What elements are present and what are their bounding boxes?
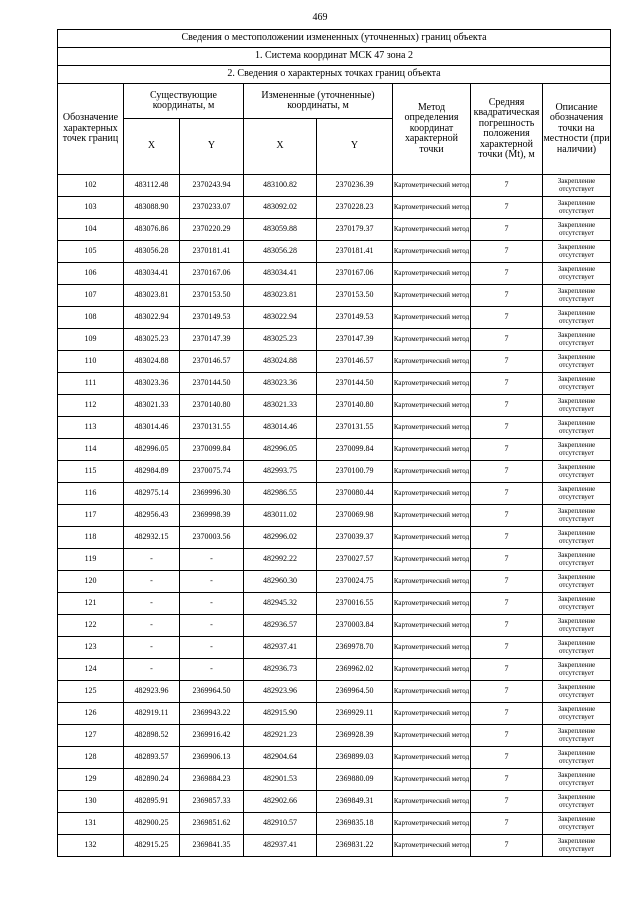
changed-y-cell: 2369899.03 [317,747,393,769]
existing-y-cell: - [180,571,244,593]
table-row [58,505,611,527]
existing-x-cell: 483021.33 [124,395,180,417]
description-cell: Закрепление отсутствует [543,285,611,307]
table-row [58,703,611,725]
existing-y-cell: - [180,593,244,615]
existing-x-cell: - [124,615,180,637]
changed-x-cell: 483056.28 [244,241,317,263]
table-row [58,593,611,615]
existing-y-cell: 2370167.06 [180,263,244,285]
existing-x-cell: 483023.81 [124,285,180,307]
changed-y-cell: 2370003.84 [317,615,393,637]
error-cell: 7 [471,835,543,857]
changed-x-cell: 482902.66 [244,791,317,813]
changed-y-cell: 2369835.18 [317,813,393,835]
description-cell: Закрепление отсутствует [543,439,611,461]
existing-x-cell: 482893.57 [124,747,180,769]
changed-y-cell: 2370144.50 [317,373,393,395]
changed-y-cell: 2369964.50 [317,681,393,703]
changed-x-cell: 483100.82 [244,175,317,197]
changed-y-cell: 2370039.37 [317,527,393,549]
point-number-cell: 114 [58,439,124,461]
point-number-cell: 107 [58,285,124,307]
changed-x-cell: 482915.90 [244,703,317,725]
coordinate-system-title: 1. Система координат МСК 47 зона 2 [58,48,611,66]
table-row [58,725,611,747]
changed-x-cell: 483014.46 [244,417,317,439]
changed-y-cell: 2369849.31 [317,791,393,813]
description-cell: Закрепление отсутствует [543,351,611,373]
point-number-cell: 121 [58,593,124,615]
existing-x-cell: - [124,549,180,571]
point-number-cell: 109 [58,329,124,351]
description-cell: Закрепление отсутствует [543,461,611,483]
changed-x-cell: 483023.36 [244,373,317,395]
point-number-cell: 117 [58,505,124,527]
error-cell: 7 [471,307,543,329]
method-cell: Картометрический метод [393,813,471,835]
existing-y-cell: 2370140.80 [180,395,244,417]
description-cell: Закрепление отсутствует [543,835,611,857]
existing-x-cell: 483112.48 [124,175,180,197]
table-row [58,373,611,395]
changed-x-cell: 483025.23 [244,329,317,351]
existing-x-cell: 482900.25 [124,813,180,835]
description-cell: Закрепление отсутствует [543,747,611,769]
changed-x-cell: 482996.05 [244,439,317,461]
changed-y-cell: 2370131.55 [317,417,393,439]
point-number-cell: 119 [58,549,124,571]
changed-x-cell: 482986.55 [244,483,317,505]
existing-x-cell: 483025.23 [124,329,180,351]
existing-y-cell: 2369906.13 [180,747,244,769]
error-cell: 7 [471,439,543,461]
table-row [58,285,611,307]
existing-y-cell: 2369851.62 [180,813,244,835]
changed-y-cell: 2370027.57 [317,549,393,571]
table-row [58,549,611,571]
table-row [58,197,611,219]
error-cell: 7 [471,527,543,549]
point-number-cell: 123 [58,637,124,659]
page-number: 469 [312,12,328,23]
changed-y-cell: 2370236.39 [317,175,393,197]
existing-x-cell: - [124,637,180,659]
error-cell: 7 [471,813,543,835]
changed-x-cell: 482960.30 [244,571,317,593]
points-section-title: 2. Сведения о характерных точках границ объекта [58,66,611,84]
changed-y-cell: 2370140.80 [317,395,393,417]
table-row [58,417,611,439]
table-row [58,835,611,857]
method-cell: Картометрический метод [393,549,471,571]
method-cell: Картометрический метод [393,263,471,285]
description-cell: Закрепление отсутствует [543,659,611,681]
method-cell: Картометрический метод [393,329,471,351]
existing-x-cell: 482919.11 [124,703,180,725]
header-changed-y: Y [317,119,393,175]
error-cell: 7 [471,395,543,417]
existing-x-cell: 483014.46 [124,417,180,439]
changed-x-cell: 482992.22 [244,549,317,571]
method-cell: Картометрический метод [393,527,471,549]
table-row [58,263,611,285]
point-number-cell: 122 [58,615,124,637]
existing-x-cell: 483088.90 [124,197,180,219]
table-row [58,813,611,835]
error-cell: 7 [471,197,543,219]
error-cell: 7 [471,263,543,285]
description-cell: Закрепление отсутствует [543,241,611,263]
changed-x-cell: 482904.64 [244,747,317,769]
changed-x-cell: 482921.23 [244,725,317,747]
changed-y-cell: 2370024.75 [317,571,393,593]
error-cell: 7 [471,725,543,747]
method-cell: Картометрический метод [393,769,471,791]
description-cell: Закрепление отсутствует [543,483,611,505]
description-cell: Закрепление отсутствует [543,813,611,835]
existing-x-cell: 483056.28 [124,241,180,263]
table-body [58,175,611,857]
method-cell: Картометрический метод [393,615,471,637]
changed-y-cell: 2370179.37 [317,219,393,241]
method-cell: Картометрический метод [393,307,471,329]
method-cell: Картометрический метод [393,681,471,703]
changed-y-cell: 2370153.50 [317,285,393,307]
changed-y-cell: 2370149.53 [317,307,393,329]
description-cell: Закрепление отсутствует [543,681,611,703]
error-cell: 7 [471,219,543,241]
description-cell: Закрепление отсутствует [543,593,611,615]
existing-y-cell: 2369841.35 [180,835,244,857]
changed-y-cell: 2370146.57 [317,351,393,373]
method-cell: Картометрический метод [393,461,471,483]
error-cell: 7 [471,659,543,681]
description-cell: Закрепление отсутствует [543,549,611,571]
changed-x-cell: 482945.32 [244,593,317,615]
table-row [58,791,611,813]
existing-y-cell: 2370153.50 [180,285,244,307]
changed-x-cell: 482937.41 [244,835,317,857]
changed-x-cell: 483023.81 [244,285,317,307]
changed-y-cell: 2370228.23 [317,197,393,219]
table-title: Сведения о местоположении измененных (уточненных) границ объекта [58,30,611,48]
existing-y-cell: 2370099.84 [180,439,244,461]
existing-y-cell: 2369998.39 [180,505,244,527]
point-number-cell: 108 [58,307,124,329]
existing-y-cell: 2370181.41 [180,241,244,263]
point-number-cell: 104 [58,219,124,241]
error-cell: 7 [471,175,543,197]
description-cell: Закрепление отсутствует [543,219,611,241]
method-cell: Картометрический метод [393,703,471,725]
error-cell: 7 [471,483,543,505]
changed-y-cell: 2370147.39 [317,329,393,351]
description-cell: Закрепление отсутствует [543,527,611,549]
changed-y-cell: 2370069.98 [317,505,393,527]
changed-y-cell: 2369929.11 [317,703,393,725]
point-number-cell: 103 [58,197,124,219]
changed-y-cell: 2369880.09 [317,769,393,791]
existing-y-cell: 2369943.22 [180,703,244,725]
method-cell: Картометрический метод [393,747,471,769]
existing-x-cell: - [124,571,180,593]
description-cell: Закрепление отсутствует [543,417,611,439]
table-row [58,615,611,637]
changed-x-cell: 482923.96 [244,681,317,703]
method-cell: Картометрический метод [393,197,471,219]
description-cell: Закрепление отсутствует [543,373,611,395]
point-number-cell: 105 [58,241,124,263]
existing-y-cell: 2370233.07 [180,197,244,219]
table-row [58,307,611,329]
changed-x-cell: 482996.02 [244,527,317,549]
changed-x-cell: 482993.75 [244,461,317,483]
changed-x-cell: 483024.88 [244,351,317,373]
error-cell: 7 [471,285,543,307]
existing-y-cell: 2370075.74 [180,461,244,483]
point-number-cell: 129 [58,769,124,791]
table-row [58,681,611,703]
header-error: Средняя квадратическая погрешность положения характерной точки (Mt), м [471,84,543,175]
changed-y-cell: 2369978.70 [317,637,393,659]
error-cell: 7 [471,593,543,615]
changed-y-cell: 2369962.02 [317,659,393,681]
existing-x-cell: 483023.36 [124,373,180,395]
description-cell: Закрепление отсутствует [543,329,611,351]
description-cell: Закрепление отсутствует [543,175,611,197]
table-row [58,769,611,791]
existing-y-cell: - [180,659,244,681]
existing-y-cell: 2369857.33 [180,791,244,813]
changed-y-cell: 2370099.84 [317,439,393,461]
method-cell: Картометрический метод [393,835,471,857]
method-cell: Картометрический метод [393,175,471,197]
point-number-cell: 130 [58,791,124,813]
changed-x-cell: 483059.88 [244,219,317,241]
table-row [58,329,611,351]
existing-x-cell: 482895.91 [124,791,180,813]
existing-x-cell: 483034.41 [124,263,180,285]
header-description: Описание обозначения точки на местности (при наличии) [543,84,611,175]
method-cell: Картометрический метод [393,219,471,241]
changed-x-cell: 483092.02 [244,197,317,219]
error-cell: 7 [471,417,543,439]
description-cell: Закрепление отсутствует [543,197,611,219]
existing-y-cell: 2370144.50 [180,373,244,395]
existing-x-cell: 483022.94 [124,307,180,329]
existing-y-cell: 2370147.39 [180,329,244,351]
table-row [58,241,611,263]
table-row [58,219,611,241]
existing-x-cell: 482996.05 [124,439,180,461]
existing-x-cell: 482898.52 [124,725,180,747]
method-cell: Картометрический метод [393,285,471,307]
existing-x-cell: 482975.14 [124,483,180,505]
point-number-cell: 131 [58,813,124,835]
table-row [58,571,611,593]
point-number-cell: 124 [58,659,124,681]
changed-x-cell: 482936.73 [244,659,317,681]
method-cell: Картометрический метод [393,439,471,461]
existing-y-cell: - [180,615,244,637]
method-cell: Картометрический метод [393,659,471,681]
table-row [58,637,611,659]
changed-x-cell: 482901.53 [244,769,317,791]
existing-x-cell: 482915.25 [124,835,180,857]
existing-x-cell: - [124,659,180,681]
error-cell: 7 [471,791,543,813]
changed-y-cell: 2370080.44 [317,483,393,505]
header-method: Метод определения координат характерной точки [393,84,471,175]
changed-y-cell: 2369831.22 [317,835,393,857]
description-cell: Закрепление отсутствует [543,615,611,637]
table-row [58,747,611,769]
method-cell: Картометрический метод [393,791,471,813]
existing-x-cell: 483076.86 [124,219,180,241]
table-row [58,175,611,197]
existing-y-cell: 2369964.50 [180,681,244,703]
header-existing-y: Y [180,119,244,175]
header-existing-x: X [124,119,180,175]
table-row [58,395,611,417]
boundary-points-table [57,29,611,857]
existing-y-cell: 2370243.94 [180,175,244,197]
description-cell: Закрепление отсутствует [543,395,611,417]
existing-x-cell: 482956.43 [124,505,180,527]
method-cell: Картометрический метод [393,241,471,263]
changed-x-cell: 482937.41 [244,637,317,659]
method-cell: Картометрический метод [393,571,471,593]
method-cell: Картометрический метод [393,483,471,505]
header-existing-coords: Существующие координаты, м [124,84,244,119]
table-row [58,659,611,681]
point-number-cell: 118 [58,527,124,549]
changed-y-cell: 2370100.79 [317,461,393,483]
point-number-cell: 126 [58,703,124,725]
error-cell: 7 [471,747,543,769]
description-cell: Закрепление отсутствует [543,263,611,285]
existing-x-cell: 482932.15 [124,527,180,549]
header-changed-coords: Измененные (уточненные) координаты, м [244,84,393,119]
header-changed-x: X [244,119,317,175]
existing-y-cell: 2370131.55 [180,417,244,439]
description-cell: Закрепление отсутствует [543,307,611,329]
error-cell: 7 [471,549,543,571]
point-number-cell: 128 [58,747,124,769]
error-cell: 7 [471,769,543,791]
method-cell: Картометрический метод [393,395,471,417]
error-cell: 7 [471,637,543,659]
error-cell: 7 [471,615,543,637]
header-point: Обозначение характерных точек границ [58,84,124,175]
point-number-cell: 115 [58,461,124,483]
table-row [58,483,611,505]
existing-y-cell: - [180,637,244,659]
point-number-cell: 120 [58,571,124,593]
existing-y-cell: 2370003.56 [180,527,244,549]
existing-y-cell: 2369916.42 [180,725,244,747]
point-number-cell: 116 [58,483,124,505]
existing-y-cell: 2370220.29 [180,219,244,241]
point-number-cell: 125 [58,681,124,703]
description-cell: Закрепление отсутствует [543,791,611,813]
method-cell: Картометрический метод [393,417,471,439]
point-number-cell: 111 [58,373,124,395]
changed-x-cell: 483034.41 [244,263,317,285]
description-cell: Закрепление отсутствует [543,571,611,593]
existing-x-cell: 482984.89 [124,461,180,483]
existing-y-cell: 2370146.57 [180,351,244,373]
changed-x-cell: 483022.94 [244,307,317,329]
description-cell: Закрепление отсутствует [543,725,611,747]
changed-x-cell: 483011.02 [244,505,317,527]
point-number-cell: 112 [58,395,124,417]
method-cell: Картометрический метод [393,373,471,395]
point-number-cell: 132 [58,835,124,857]
point-number-cell: 110 [58,351,124,373]
error-cell: 7 [471,351,543,373]
method-cell: Картометрический метод [393,725,471,747]
description-cell: Закрепление отсутствует [543,703,611,725]
method-cell: Картометрический метод [393,593,471,615]
error-cell: 7 [471,241,543,263]
point-number-cell: 113 [58,417,124,439]
existing-y-cell: 2369884.23 [180,769,244,791]
existing-x-cell: - [124,593,180,615]
error-cell: 7 [471,681,543,703]
method-cell: Картометрический метод [393,505,471,527]
changed-y-cell: 2370167.06 [317,263,393,285]
existing-y-cell: 2370149.53 [180,307,244,329]
existing-y-cell: 2369996.30 [180,483,244,505]
point-number-cell: 106 [58,263,124,285]
changed-x-cell: 483021.33 [244,395,317,417]
existing-x-cell: 483024.88 [124,351,180,373]
changed-y-cell: 2369928.39 [317,725,393,747]
method-cell: Картометрический метод [393,351,471,373]
changed-y-cell: 2370016.55 [317,593,393,615]
existing-x-cell: 482890.24 [124,769,180,791]
changed-x-cell: 482910.57 [244,813,317,835]
error-cell: 7 [471,703,543,725]
error-cell: 7 [471,461,543,483]
table-row [58,439,611,461]
method-cell: Картометрический метод [393,637,471,659]
description-cell: Закрепление отсутствует [543,769,611,791]
point-number-cell: 127 [58,725,124,747]
existing-y-cell: - [180,549,244,571]
description-cell: Закрепление отсутствует [543,505,611,527]
table-row [58,461,611,483]
table-row [58,527,611,549]
changed-x-cell: 482936.57 [244,615,317,637]
changed-y-cell: 2370181.41 [317,241,393,263]
table-row [58,351,611,373]
error-cell: 7 [471,505,543,527]
description-cell: Закрепление отсутствует [543,637,611,659]
error-cell: 7 [471,373,543,395]
error-cell: 7 [471,329,543,351]
existing-x-cell: 482923.96 [124,681,180,703]
point-number-cell: 102 [58,175,124,197]
error-cell: 7 [471,571,543,593]
